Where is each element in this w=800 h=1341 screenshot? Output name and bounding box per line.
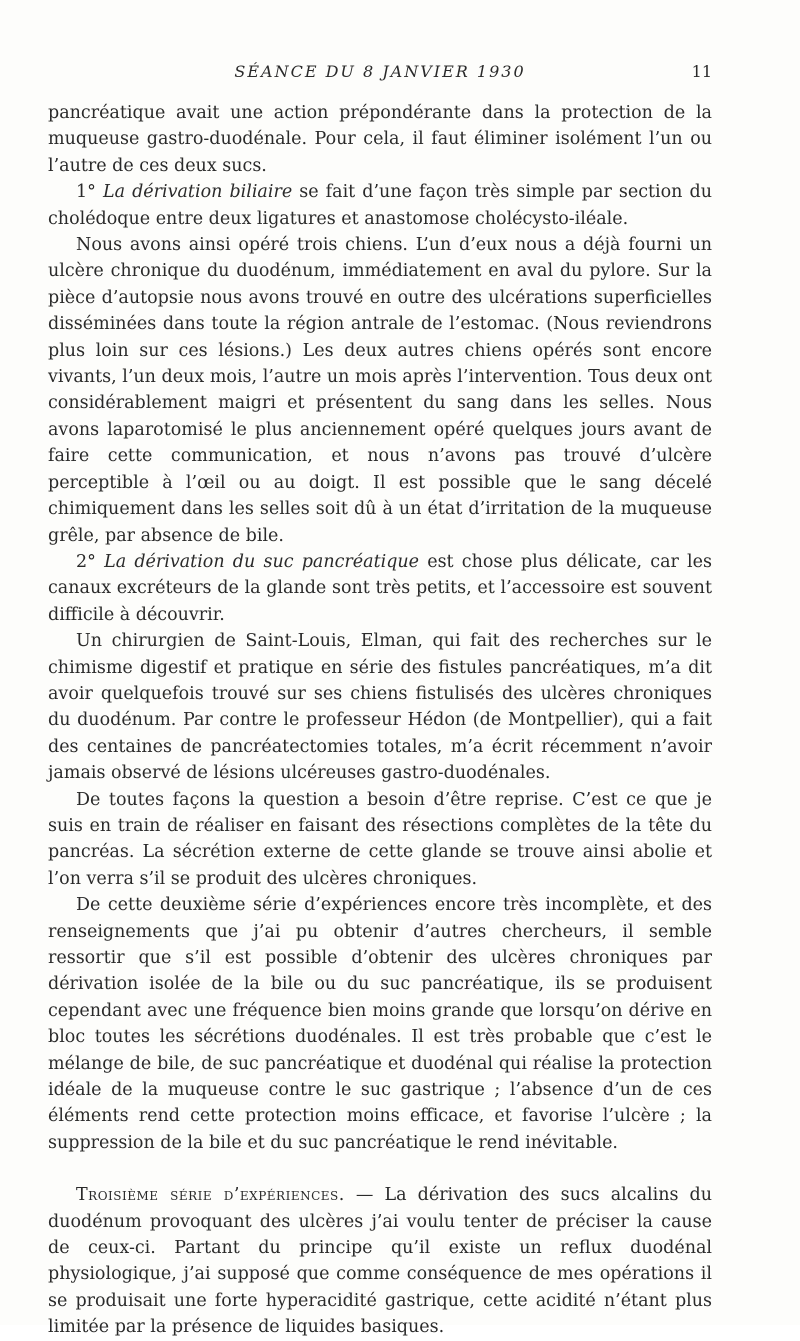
- body-text: [48, 100, 712, 1341]
- item-number-2: 2°: [76, 551, 96, 572]
- paragraph-1: pancréatique avait une action prépondérante dans la protection de la muqueuse gastro-duodénale. Pour cela, il faut éliminer isolément l’un ou l’autre de ces deux sucs.: [48, 103, 712, 176]
- subheading-biliary-derivation: La dérivation biliaire: [102, 182, 293, 203]
- paragraph-8: [48, 1182, 712, 1340]
- section-heading-third-series: Troisième série d’expériences.: [76, 1185, 345, 1206]
- paragraph-2-text: se fait d’une façon très simple par section du cholédoque entre deux ligatures et anastomose cholécysto-iléale.: [48, 182, 712, 229]
- paragraph-4-text: est chose plus délicate, car les canaux excréteurs de la glande sont très petits, et l’accessoire est souvent difficile à découvrir.: [48, 551, 712, 625]
- item-number-1: 1°: [76, 182, 96, 203]
- paragraph-6: De toutes façons la question a besoin d’être reprise. C’est ce que je suis en train de réaliser en faisant des résections complètes de la tête du pancréas. La sécrétion externe de cette glande se trouve ainsi abolie et l’on verra s’il se produit des ulcères chroniques.: [48, 789, 712, 889]
- paragraph-5: Un chirurgien de Saint-Louis, Elman, qui fait des recherches sur le chimisme digestif et pratique en série des fistules pancréatiques, m’a dit avoir quelquefois trouvé sur ses chiens fistulisés des ulcères chroniques du duodénum. Par contre le professeur Hédon (de Montpellier), qui a fait des centaines de pancréatectomies totales, m’a écrit récemment n’avoir jamais observé de lésions ulcéreuses gastro-duodénales.: [48, 631, 712, 784]
- paragraph-8-text: — La dérivation des sucs alcalins du duodénum provoquant des ulcères j’ai voulu tenter de préciser la cause de ceux-ci. Partant du principe qu’il existe un reflux duodénal physiologique, j’ai supposé que comme conséquence de mes opérations il se produisait une forte hyperacidité gastrique, cette acidité n’étant plus limitée par la présence de liquides basiques.: [48, 1185, 713, 1338]
- paragraph-7: De cette deuxième série d’expériences encore très incomplète, et des renseignements que j’ai pu obtenir d’autres chercheurs, il semble ressortir que s’il est possible d’obtenir des ulcères chroniques par dérivation isolée de la bile ou du suc pancréatique, ils se produisent cependant avec une fréquence bien moins grande que lorsqu’on dérive en bloc toutes les sécrétions duodénales. Il est très probable que c’est le mélange de bile, de suc pancréatique et duodénal qui réalise la protection idéale de la muqueuse contre le suc gastrique ; l’absence d’un de ces éléments rend cette protection moins efficace, et favorise l’ulcère ; la suppression de la bile et du suc pancréatique le rend inévitable.: [48, 895, 712, 1153]
- paragraph-3: Nous avons ainsi opéré trois chiens. L’un d’eux nous a déjà fourni un ulcère chronique du duodénum, immédiatement en aval du pylore. Sur la pièce d’autopsie nous avons trouvé en outre des ulcérations superficielles disséminées dans toute la région antrale de l’estomac. (Nous reviendrons plus loin sur ces lésions.) Les deux autres chiens opérés sont encore vivants, l’un deux mois, l’autre un mois après l’intervention. Tous deux ont considérablement maigri et présentent du sang dans les selles. Nous avons laparotomisé le plus anciennement opéré quelques jours avant de faire cette communication, et nous n’avons pas trouvé d’ulcère perceptible à l’œil ou au doigt. Il est possible que le sang décelé chimiquement dans les selles soit dû à un état d’irritation de la muqueuse grêle, par absence de bile.: [48, 235, 712, 546]
- running-header: [48, 60, 712, 84]
- page-number: 11: [691, 62, 712, 81]
- header-title: SÉANCE DU 8 JANVIER 1930: [234, 62, 526, 81]
- subheading-pancreatic-derivation: La dérivation du suc pancréatique: [104, 551, 420, 572]
- paragraph-2: [48, 179, 712, 232]
- paragraph-4: [48, 549, 712, 628]
